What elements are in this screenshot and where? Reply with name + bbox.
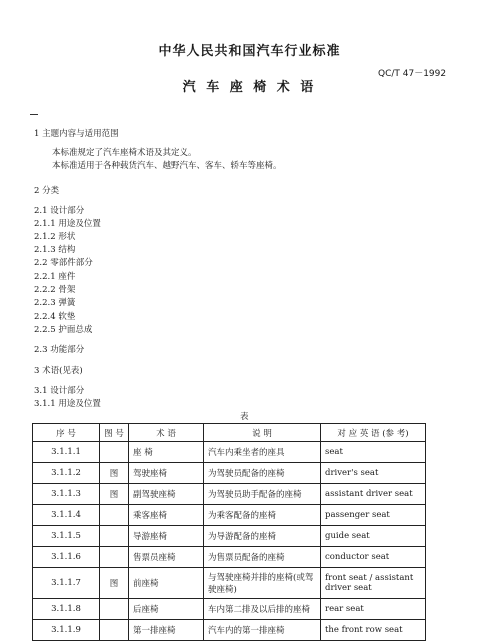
cell-no: 3.1.1.8 [33,599,100,620]
cell-fig [100,547,129,568]
cell-term: 导游座椅 [129,526,204,547]
cell-term: 第一排座椅 [129,620,204,641]
col-header-desc: 说 明 [204,424,321,442]
cell-fig [100,505,129,526]
cell-no: 3.1.1.3 [33,484,100,505]
cell-fig: 图 [100,568,129,599]
table-row [33,599,426,620]
cell-fig [100,599,129,620]
section-line: 2.2 零部件部分 [34,258,93,268]
standard-org-header: 中华人民共和国汽车行业标准 [158,44,341,59]
section-line: 2.2.5 护面总成 [34,325,93,335]
section-line: 本标准适用于各种载货汽车、越野汽车、客车、轿车等座椅。 [52,161,282,171]
cell-no: 3.1.1.6 [33,547,100,568]
cell-en: driver's seat [321,463,426,484]
cell-en: rear seat [321,599,426,620]
cell-term: 乘客座椅 [129,505,204,526]
table-row [33,547,426,568]
section-line: 2.3 功能部分 [34,345,85,355]
document-title: 汽 车 座 椅 术 语 [182,80,317,95]
section-line: 1 主题内容与适用范围 [34,129,119,139]
cell-term: 驾驶座椅 [129,463,204,484]
cell-desc: 汽车内乘坐者的座具 [204,442,321,463]
table-row [33,526,426,547]
cell-term: 后座椅 [129,599,204,620]
col-header-en: 对 应 英 语 (参 考) [321,424,426,442]
col-header-no: 序 号 [33,424,100,442]
cell-desc: 为乘客配备的座椅 [204,505,321,526]
divider [30,114,38,115]
section-line: 3.1 设计部分 [34,386,85,396]
cell-en: guide seat [321,526,426,547]
section-line: 2.2.3 弹簧 [34,298,76,308]
col-header-fig: 图 号 [100,424,129,442]
cell-desc: 为驾驶员配备的座椅 [204,463,321,484]
standard-number: QC/T 47－1992 [378,69,447,79]
cell-term: 售票员座椅 [129,547,204,568]
cell-no: 3.1.1.9 [33,620,100,641]
table-row [33,442,426,463]
cell-term: 前座椅 [129,568,204,599]
cell-desc: 车内第二排及以后排的座椅 [204,599,321,620]
terms-table [32,423,426,641]
cell-no: 3.1.1.7 [33,568,100,599]
cell-fig: 图 [100,463,129,484]
cell-term: 座 椅 [129,442,204,463]
cell-desc: 与驾驶座椅并排的座椅(或驾驶座椅) [204,568,321,599]
cell-en: seat [321,442,426,463]
section-line: 2.1.3 结构 [34,245,76,255]
section-line: 2.2.4 软垫 [34,312,76,322]
cell-no: 3.1.1.1 [33,442,100,463]
cell-en: front seat / assistant driver seat [321,568,426,599]
section-line: 2.1 设计部分 [34,206,85,216]
cell-desc: 汽车内的第一排座椅 [204,620,321,641]
cell-desc: 为驾驶员助手配备的座椅 [204,484,321,505]
cell-fig: 图 [100,484,129,505]
table-caption: 表 [240,412,249,422]
cell-desc: 为导游配备的座椅 [204,526,321,547]
table-row [33,568,426,599]
cell-en: the front row seat [321,620,426,641]
cell-en: passenger seat [321,505,426,526]
cell-en: conductor seat [321,547,426,568]
cell-fig [100,526,129,547]
cell-no: 3.1.1.2 [33,463,100,484]
section-line: 2.2.1 座件 [34,272,76,282]
table-row [33,620,426,641]
cell-no: 3.1.1.5 [33,526,100,547]
section-line: 2.1.1 用途及位置 [34,219,101,229]
cell-en: assistant driver seat [321,484,426,505]
section-line: 2.2.2 骨架 [34,285,76,295]
section-line: 本标准规定了汽车座椅术语及其定义。 [52,148,197,158]
section-line: 3.1.1 用途及位置 [34,399,101,409]
section-line: 3 术语(见表) [34,366,83,376]
table-row [33,484,426,505]
cell-term: 副驾驶座椅 [129,484,204,505]
cell-desc: 为售票员配备的座椅 [204,547,321,568]
cell-no: 3.1.1.4 [33,505,100,526]
table-row [33,463,426,484]
section-line: 2 分类 [34,186,60,196]
cell-fig [100,442,129,463]
col-header-term: 术 语 [129,424,204,442]
table-header-row [33,424,426,442]
cell-fig [100,620,129,641]
section-line: 2.1.2 形状 [34,232,76,242]
table-row [33,505,426,526]
